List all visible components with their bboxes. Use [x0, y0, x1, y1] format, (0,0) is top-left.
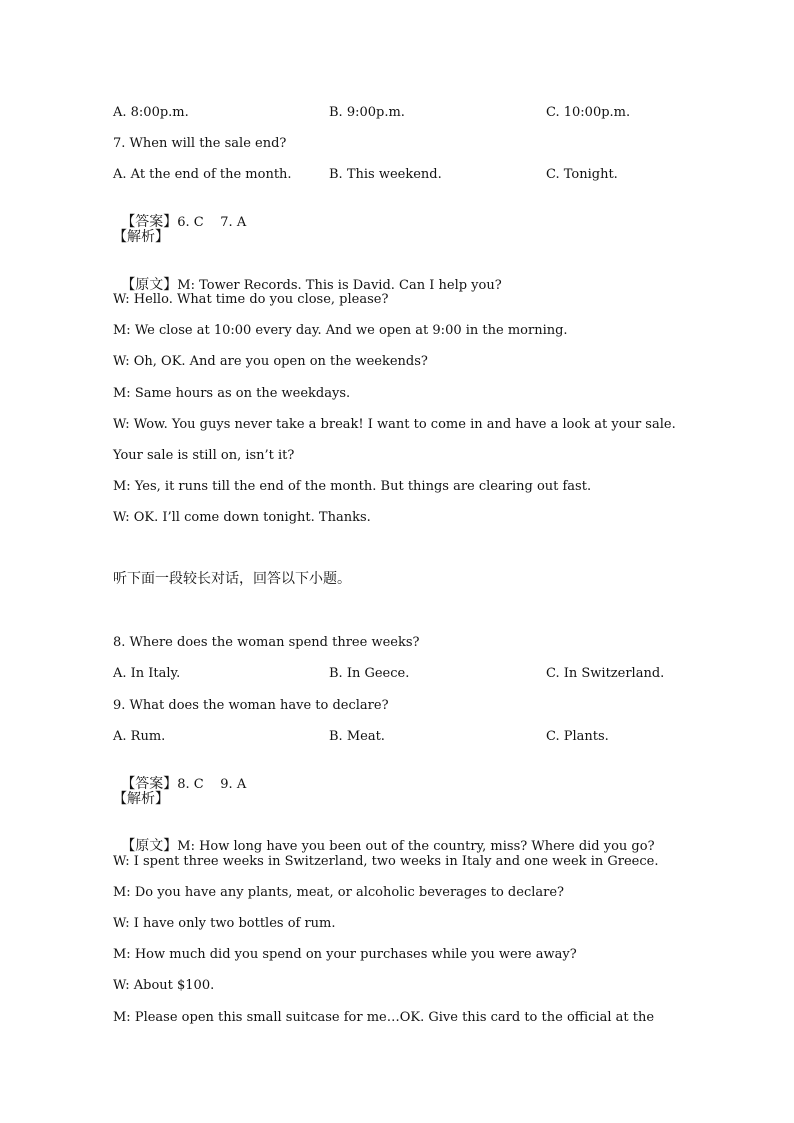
- answer-label: 【答案】: [121, 776, 178, 792]
- transcript-label: 【原文】: [121, 838, 178, 854]
- answer-label: 【答案】: [121, 214, 178, 230]
- transcript-line: W: OK. I’ll come down tonight. Thanks.: [113, 510, 371, 525]
- q6-option-a: A. 8:00p.m.: [113, 105, 189, 120]
- q8-question: 8. Where does the woman spend three weeks?: [113, 635, 420, 650]
- q8-option-b: B. In Geece.: [329, 666, 410, 681]
- q7-option-b: B. This weekend.: [329, 167, 442, 182]
- transcript-line: Your sale is still on, isn’t it?: [113, 448, 295, 463]
- q8-options: [113, 666, 713, 682]
- transcript-line: W: I have only two bottles of rum.: [113, 916, 336, 931]
- transcript-line: W: About $100.: [113, 978, 215, 993]
- transcript-label: 【原文】: [121, 277, 178, 293]
- analysis-label: 【解析】: [113, 791, 169, 807]
- section-heading: 听下面一段较长对话，回答以下小题。: [113, 571, 351, 587]
- q9-option-a: A. Rum.: [113, 729, 166, 744]
- transcript-line: W: Wow. You guys never take a break! I want to come in and have a look at your sale.: [113, 417, 676, 432]
- transcript-1-first: [113, 261, 502, 294]
- transcript-line: M: Tower Records. This is David. Can I help you?: [177, 278, 502, 293]
- q7-question: 7. When will the sale end?: [113, 136, 287, 151]
- answer-text: 6. C 7. A: [177, 215, 247, 230]
- q8-option-a: A. In Italy.: [113, 666, 181, 681]
- answer-text: 8. C 9. A: [177, 777, 247, 792]
- q8-option-c: C. In Switzerland.: [546, 666, 665, 681]
- q6-option-b: B. 9:00p.m.: [329, 105, 405, 120]
- transcript-line: W: Oh, OK. And are you open on the weekends?: [113, 354, 428, 369]
- q7-option-a: A. At the end of the month.: [113, 167, 292, 182]
- q7-option-c: C. Tonight.: [546, 167, 618, 182]
- transcript-line: M: Do you have any plants, meat, or alcoholic beverages to declare?: [113, 885, 565, 900]
- transcript-line: W: I spent three weeks in Switzerland, two weeks in Italy and one week in Greece.: [113, 854, 659, 869]
- q9-option-c: C. Plants.: [546, 729, 609, 744]
- answer-1: [113, 198, 246, 231]
- analysis-label: 【解析】: [113, 229, 169, 245]
- transcript-line: M: Yes, it runs till the end of the month. But things are clearing out fast.: [113, 479, 592, 494]
- q9-question: 9. What does the woman have to declare?: [113, 698, 389, 713]
- q9-option-b: B. Meat.: [329, 729, 385, 744]
- transcript-line: M: Please open this small suitcase for me…OK. Give this card to the official at the: [113, 1010, 655, 1025]
- transcript-line: M: We close at 10:00 every day. And we open at 9:00 in the morning.: [113, 323, 568, 338]
- q7-options: [113, 167, 713, 183]
- transcript-line: W: Hello. What time do you close, please?: [113, 292, 389, 307]
- answer-2: [113, 760, 246, 793]
- transcript-line: M: How much did you spend on your purchases while you were away?: [113, 947, 577, 962]
- q9-options: [113, 729, 713, 745]
- transcript-line: M: How long have you been out of the country, miss? Where did you go?: [177, 839, 655, 854]
- transcript-line: M: Same hours as on the weekdays.: [113, 386, 351, 401]
- q6-options: [113, 105, 713, 121]
- q6-option-c: C. 10:00p.m.: [546, 105, 631, 120]
- transcript-2-first: [113, 822, 655, 855]
